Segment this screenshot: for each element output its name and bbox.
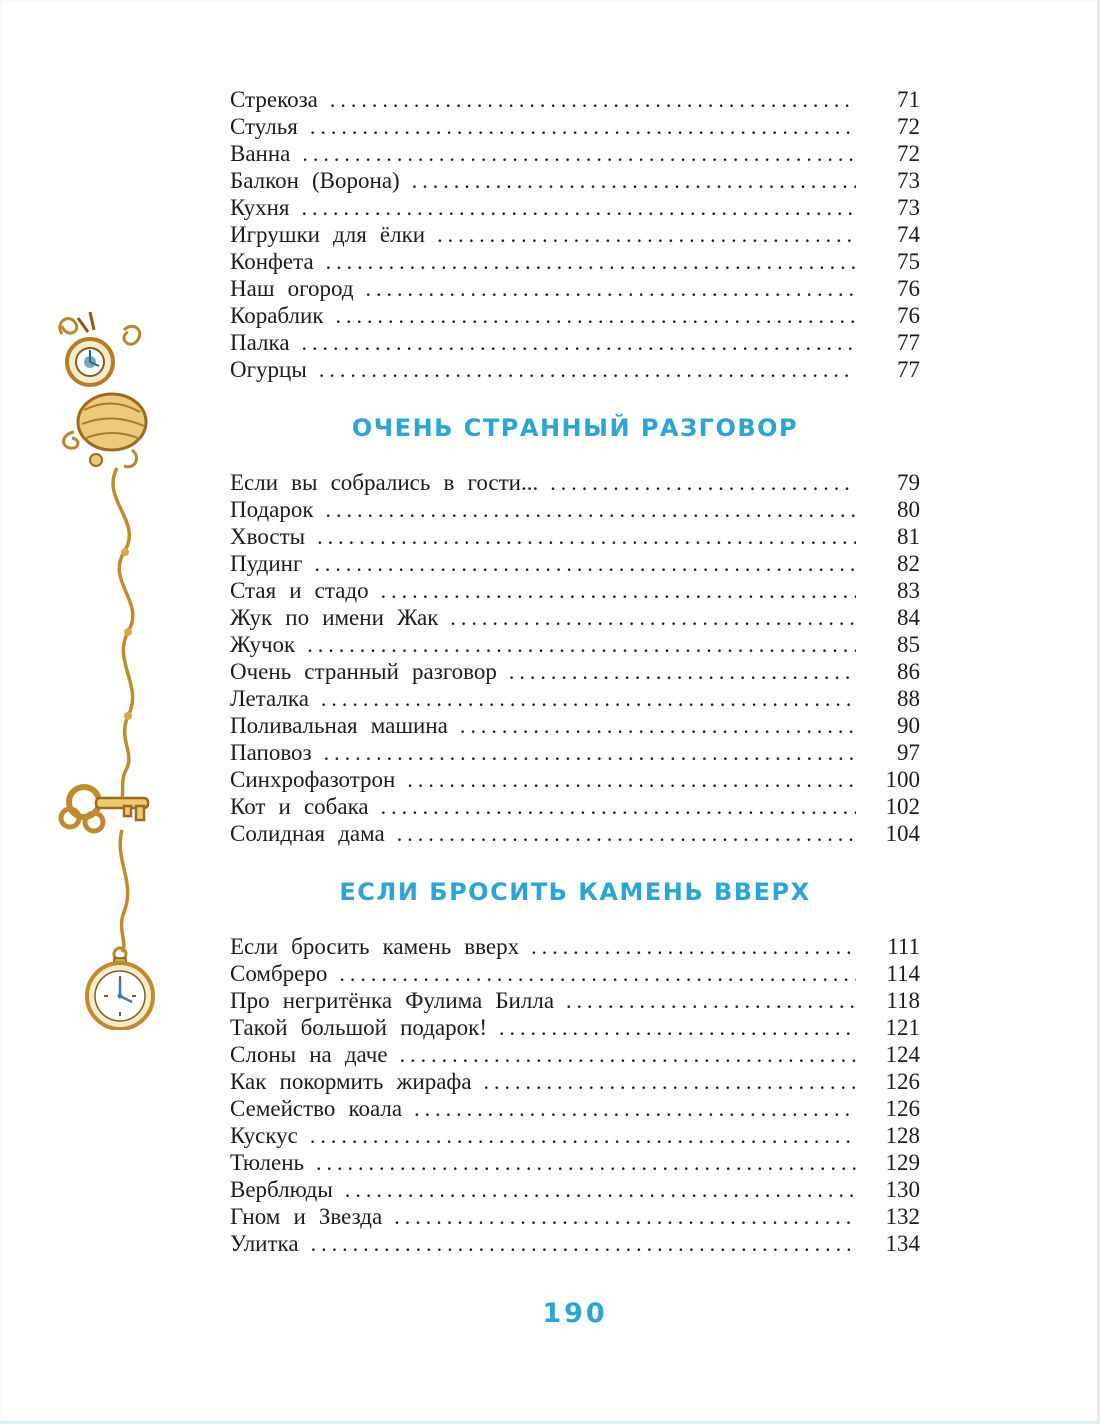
toc-entry-page: 76 xyxy=(897,303,920,328)
toc-dot-leader xyxy=(509,658,856,685)
toc-entry-title: Подарок xyxy=(230,497,314,522)
toc-entry-title: Поливальная машина xyxy=(230,713,448,738)
toc-entry xyxy=(230,739,920,766)
section-heading: ОЧЕНЬ СТРАННЫЙ РАЗГОВОР xyxy=(351,414,799,442)
toc-entry-title: Про негритёнка Фулима Билла xyxy=(230,988,555,1013)
toc-entry-title: Сомбреро xyxy=(230,961,328,986)
toc-entry xyxy=(230,685,920,712)
toc-entry-title: Синхрофазотрон xyxy=(230,767,396,792)
toc-entry-page: 73 xyxy=(897,195,920,220)
toc-dot-leader xyxy=(330,86,856,113)
toc-entry xyxy=(230,960,920,987)
toc-entry xyxy=(230,469,920,496)
toc-entry xyxy=(230,1149,920,1176)
toc-entry-page: 75 xyxy=(897,249,920,274)
toc-dot-leader xyxy=(381,793,856,820)
toc-entry-page: 74 xyxy=(897,222,920,247)
pocket-watch-icon xyxy=(87,948,153,1029)
toc-entry-page: 71 xyxy=(897,87,920,112)
toc-entry-title: Стулья xyxy=(230,114,298,139)
toc-entry-page: 72 xyxy=(897,141,920,166)
toc-dot-leader xyxy=(412,167,856,194)
toc-entry-title: Балкон (Ворона) xyxy=(230,168,400,193)
toc-dot-leader xyxy=(302,140,856,167)
toc-entry xyxy=(230,86,920,113)
toc-dot-leader xyxy=(307,631,856,658)
toc-entry xyxy=(230,820,920,847)
toc-entry-title: Огурцы xyxy=(230,357,307,382)
toc-entry-page: 114 xyxy=(886,961,920,986)
toc-entry xyxy=(230,1014,920,1041)
toc-entry xyxy=(230,631,920,658)
toc-entry-title: Наш огород xyxy=(230,276,354,301)
toc-dot-leader xyxy=(302,194,857,221)
toc-dot-leader xyxy=(400,1041,856,1068)
toc-dot-leader xyxy=(319,356,856,383)
toc-dot-leader xyxy=(310,1122,856,1149)
toc-entry xyxy=(230,523,920,550)
toc-entry xyxy=(230,275,920,302)
toc-entry-page: 84 xyxy=(897,605,920,630)
toc-entry-title: Верблюды xyxy=(230,1177,333,1202)
toc-entry-title: Конфета xyxy=(230,249,314,274)
toc-entry-title: Стая и стадо xyxy=(230,578,369,603)
toc-dot-leader xyxy=(531,933,856,960)
toc-dot-leader xyxy=(366,275,856,302)
toc-entry-title: Очень странный разговор xyxy=(230,659,497,684)
toc-entry xyxy=(230,167,920,194)
toc-entry-page: 80 xyxy=(897,497,920,522)
toc-entry-title: Стрекоза xyxy=(230,87,318,112)
toc-entry xyxy=(230,766,920,793)
toc-entry xyxy=(230,248,920,275)
toc-dot-leader xyxy=(310,113,856,140)
toc-entry-title: Такой большой подарок! xyxy=(230,1015,487,1040)
toc-dot-leader xyxy=(450,604,856,631)
toc-dot-leader xyxy=(311,1230,856,1257)
toc-entry-title: Кухня xyxy=(230,195,290,220)
toc-entry-title: Хвосты xyxy=(230,524,306,549)
toc-entry-page: 134 xyxy=(885,1231,920,1256)
toc-dot-leader xyxy=(326,496,856,523)
toc-entry xyxy=(230,577,920,604)
toc-entry-page: 77 xyxy=(897,330,920,355)
toc-entry xyxy=(230,113,920,140)
toc-entry-title: Если бросить камень вверх xyxy=(230,934,520,959)
toc-entry xyxy=(230,712,920,739)
toc-entry-title: Ванна xyxy=(230,141,291,166)
gear-contraption-icon xyxy=(60,312,146,467)
toc-entry xyxy=(230,658,920,685)
toc-entry-page: 129 xyxy=(885,1150,920,1175)
toc-entry-page: 72 xyxy=(897,114,920,139)
toc-entry-page: 97 xyxy=(897,740,920,765)
toc-entry-title: Слоны на даче xyxy=(230,1042,388,1067)
page-number: 190 xyxy=(542,1298,608,1329)
toc-entry-page: 83 xyxy=(897,578,920,603)
toc-dot-leader xyxy=(316,1149,856,1176)
toc-entry-title: Как покормить жирафа xyxy=(230,1069,472,1094)
toc-dot-leader xyxy=(407,766,856,793)
toc-entry-title: Кот и собака xyxy=(230,794,369,819)
toc-entry-page: 88 xyxy=(897,686,920,711)
toc-dot-leader xyxy=(302,329,856,356)
toc-dot-leader xyxy=(314,550,856,577)
toc-entry-page: 85 xyxy=(897,632,920,657)
toc-entry-page: 90 xyxy=(897,713,920,738)
toc-entry xyxy=(230,140,920,167)
toc-entry xyxy=(230,933,920,960)
toc-entry-page: 73 xyxy=(897,168,920,193)
toc-dot-leader xyxy=(397,820,856,847)
toc-entry-title: Леталка xyxy=(230,686,309,711)
toc-entry-page: 102 xyxy=(885,794,920,819)
toc-entry-title: Палка xyxy=(230,330,290,355)
toc-entry-title: Кораблик xyxy=(230,303,324,328)
toc-dot-leader xyxy=(336,302,857,329)
toc-entry xyxy=(230,1176,920,1203)
toc-entry-title: Улитка xyxy=(230,1231,299,1256)
chain-string-lower xyxy=(120,768,127,952)
toc-entry xyxy=(230,356,920,383)
toc-entry xyxy=(230,1041,920,1068)
toc-entry-page: 86 xyxy=(897,659,920,684)
toc-dot-leader xyxy=(324,739,856,766)
toc-dot-leader xyxy=(345,1176,856,1203)
table-of-contents xyxy=(230,86,920,1257)
watch-key-chain-illustration xyxy=(32,300,192,1030)
section-heading: ЕСЛИ БРОСИТЬ КАМЕНЬ ВВЕРХ xyxy=(339,878,811,906)
toc-entry-page: 121 xyxy=(885,1015,920,1040)
toc-entry-page: 111 xyxy=(887,934,920,959)
toc-entry xyxy=(230,221,920,248)
toc-entry-title: Паповоз xyxy=(230,740,312,765)
toc-dot-leader xyxy=(484,1068,856,1095)
toc-entry xyxy=(230,1203,920,1230)
toc-entry-page: 82 xyxy=(897,551,920,576)
toc-dot-leader xyxy=(339,960,856,987)
toc-dot-leader xyxy=(499,1014,856,1041)
toc-entry-title: Тюлень xyxy=(230,1150,304,1175)
toc-entry xyxy=(230,793,920,820)
toc-entry-page: 77 xyxy=(897,357,920,382)
chain-string xyxy=(113,468,133,768)
toc-entry-page: 100 xyxy=(885,767,920,792)
toc-entry-page: 128 xyxy=(885,1123,920,1148)
toc-entry-page: 124 xyxy=(885,1042,920,1067)
toc-entry-page: 76 xyxy=(897,276,920,301)
toc-entry-page: 79 xyxy=(897,470,920,495)
toc-dot-leader xyxy=(394,1203,856,1230)
toc-entry-title: Жучок xyxy=(230,632,296,657)
toc-entry-page: 104 xyxy=(885,821,920,846)
toc-entry-title: Гном и Звезда xyxy=(230,1204,383,1229)
toc-entry-page: 81 xyxy=(897,524,920,549)
toc-entry-title: Пудинг xyxy=(230,551,303,576)
toc-dot-leader xyxy=(381,577,856,604)
toc-entry-page: 130 xyxy=(885,1177,920,1202)
toc-entry xyxy=(230,987,920,1014)
toc-entry-title: Если вы собрались в гости... xyxy=(230,470,539,495)
toc-entry xyxy=(230,194,920,221)
toc-entry xyxy=(230,1122,920,1149)
toc-entry xyxy=(230,1068,920,1095)
toc-entry xyxy=(230,550,920,577)
toc-entry xyxy=(230,604,920,631)
toc-entry-page: 126 xyxy=(885,1096,920,1121)
toc-dot-leader xyxy=(317,523,856,550)
toc-entry-title: Кускус xyxy=(230,1123,298,1148)
toc-entry xyxy=(230,302,920,329)
toc-entry-title: Жук по имени Жак xyxy=(230,605,439,630)
toc-entry xyxy=(230,1095,920,1122)
toc-entry-title: Игрушки для ёлки xyxy=(230,222,426,247)
toc-dot-leader xyxy=(326,248,856,275)
toc-dot-leader xyxy=(437,221,856,248)
toc-entry xyxy=(230,496,920,523)
toc-dot-leader xyxy=(414,1095,856,1122)
toc-dot-leader xyxy=(460,712,856,739)
toc-entry xyxy=(230,329,920,356)
toc-entry-page: 118 xyxy=(886,988,920,1013)
toc-dot-leader xyxy=(566,987,856,1014)
toc-entry xyxy=(230,1230,920,1257)
toc-entry-page: 126 xyxy=(885,1069,920,1094)
toc-entry-page: 132 xyxy=(885,1204,920,1229)
toc-dot-leader xyxy=(321,685,856,712)
toc-dot-leader xyxy=(550,469,856,496)
key-icon xyxy=(61,787,148,831)
toc-entry-title: Семейство коала xyxy=(230,1096,403,1121)
toc-entry-title: Солидная дама xyxy=(230,821,385,846)
ornament-svg xyxy=(32,300,192,1030)
